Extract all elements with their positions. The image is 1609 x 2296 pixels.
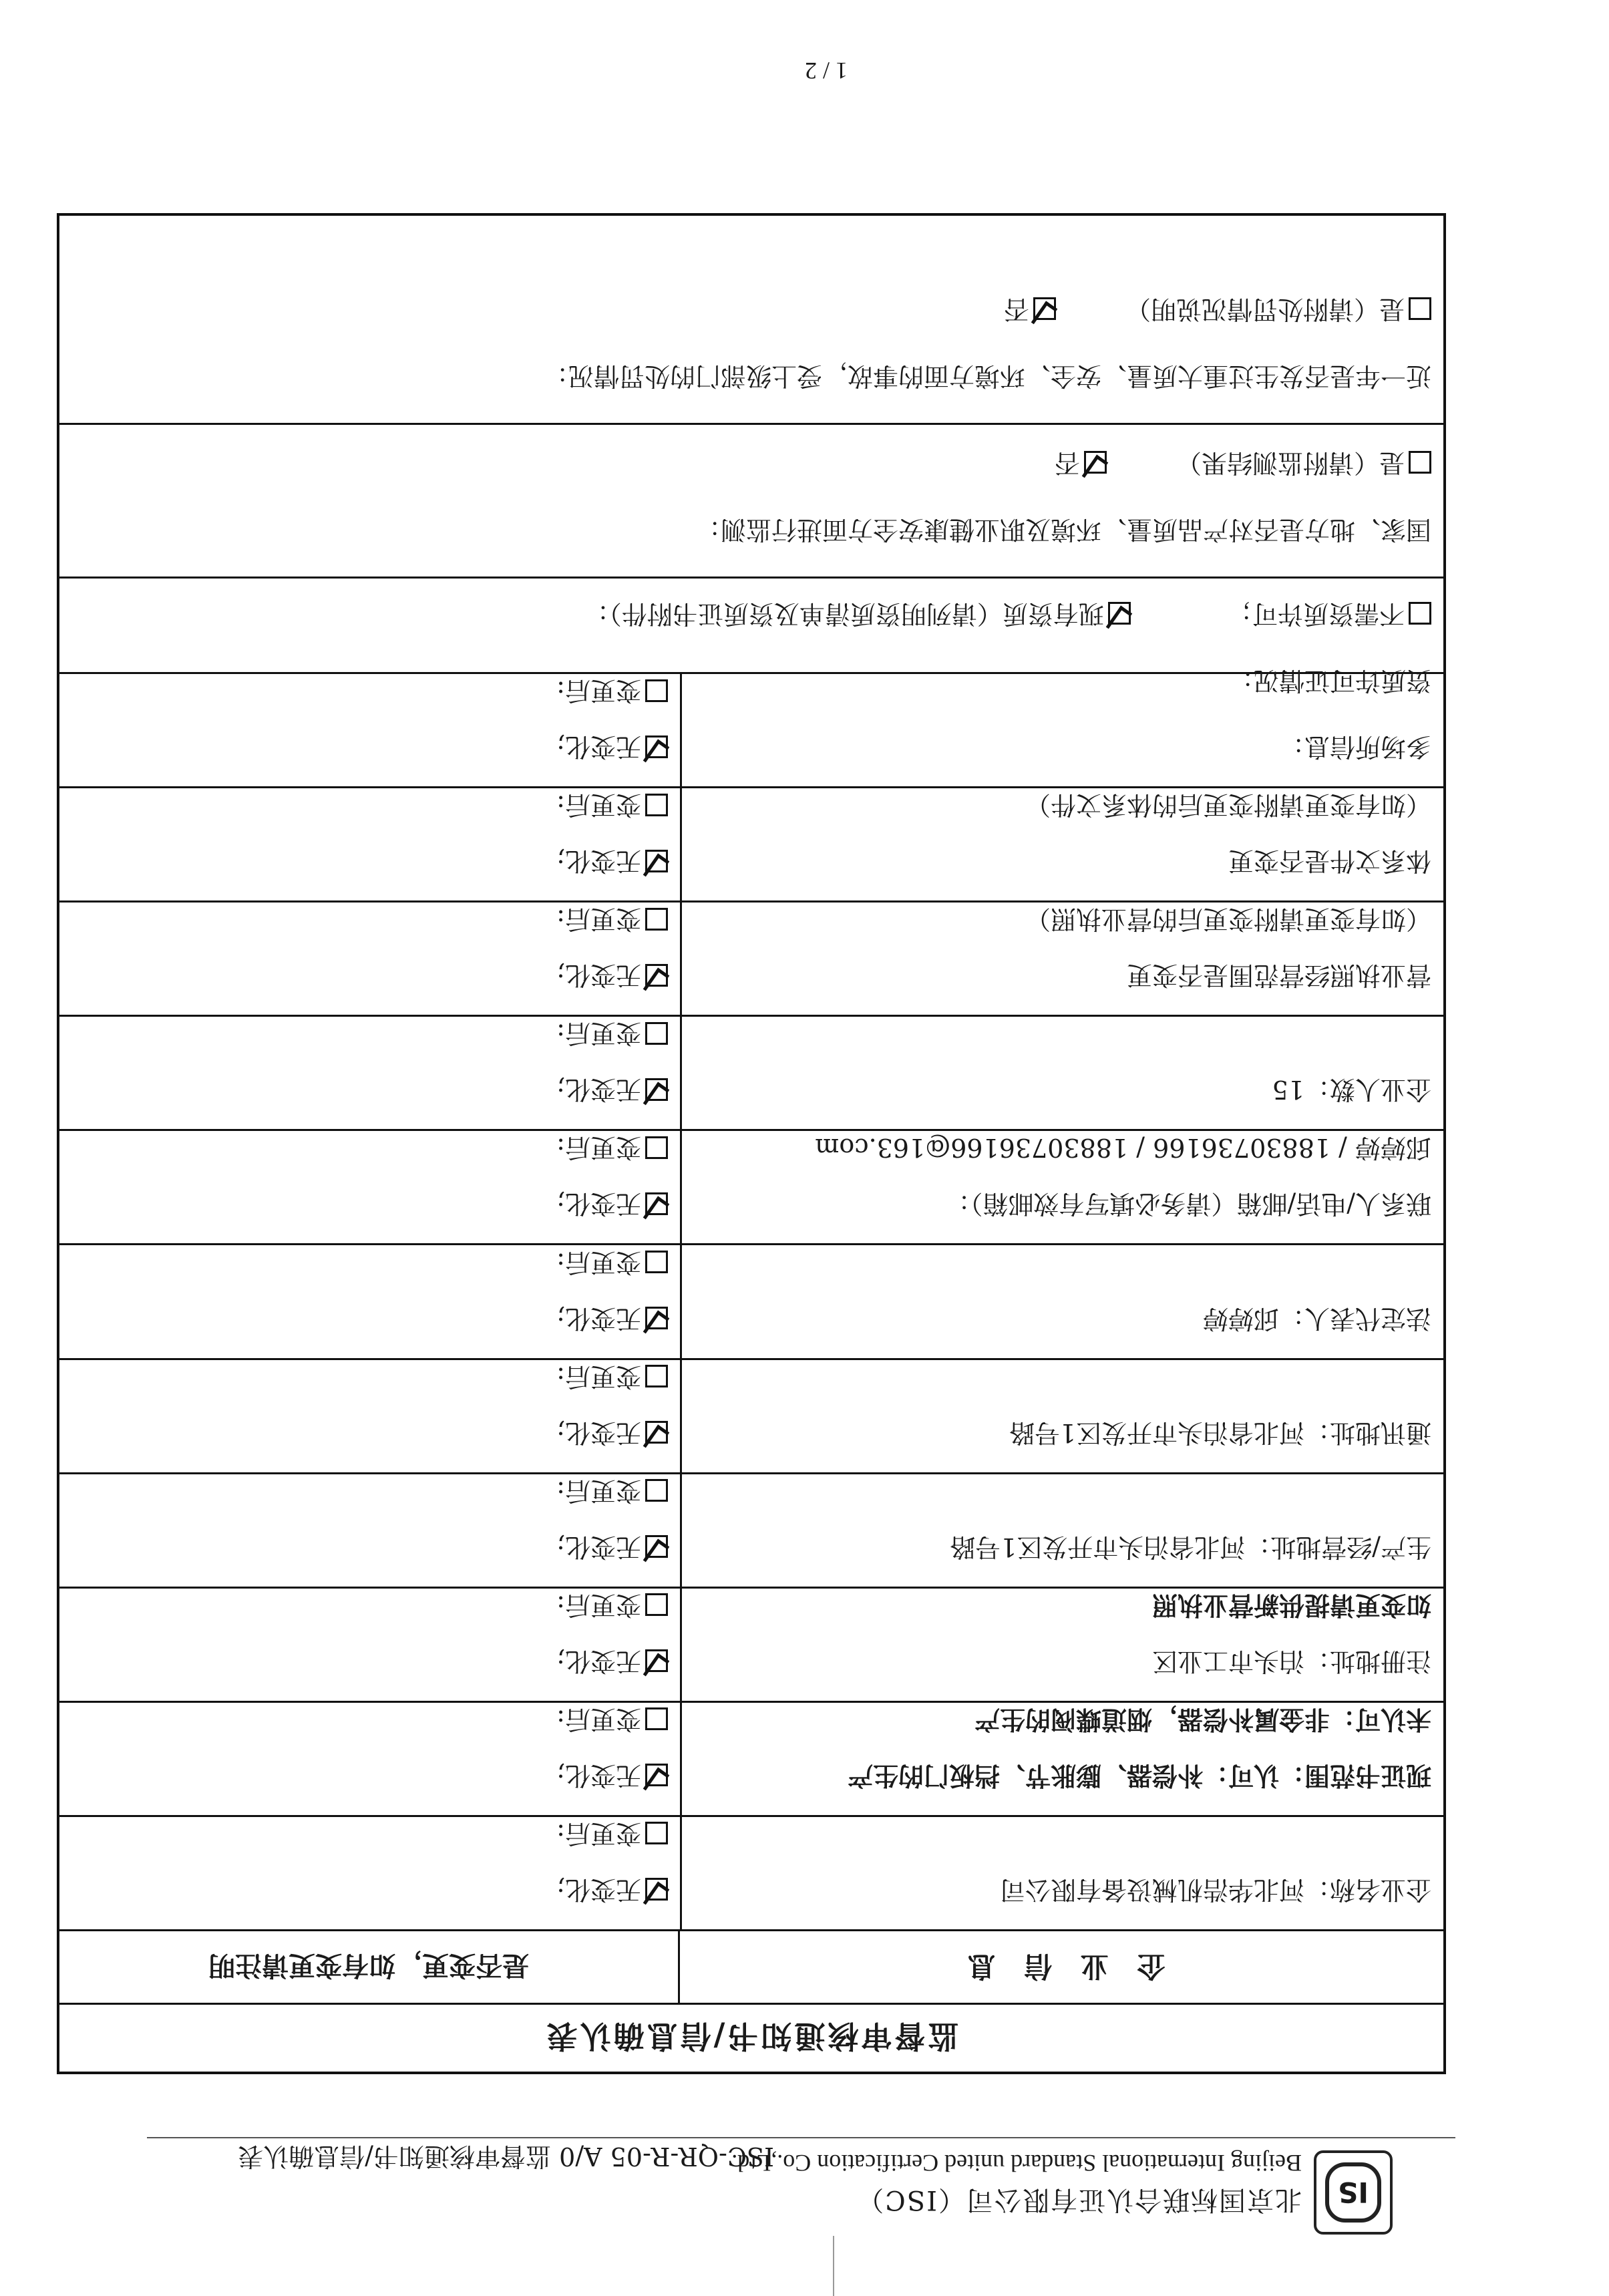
- qualification-section: [59, 577, 1443, 727]
- after-change-label: 变更后:: [556, 905, 641, 935]
- option-no-qualification: 不需资质许可；: [1226, 599, 1405, 629]
- change-cell: [59, 1703, 680, 1817]
- checkbox-no-change[interactable]: [645, 1192, 668, 1215]
- info-text: 未认可：非金属补偿器，烟道蝶阀的生产: [974, 1704, 1431, 1735]
- checkbox-changed[interactable]: [645, 1251, 668, 1273]
- column-header-company-info: 企 业 信 息: [678, 1931, 1443, 2005]
- info-text: 多场所信息：: [1278, 732, 1431, 762]
- info-text: （如有变更请附变更后的营业执照）: [1025, 905, 1431, 935]
- option-accident-no: 否: [1003, 295, 1029, 324]
- after-change-label: 变更后:: [556, 1361, 641, 1391]
- after-change-label: 变更后:: [556, 1590, 641, 1620]
- form-header-row: [59, 1929, 1443, 2005]
- info-row: [59, 786, 1443, 903]
- checkbox-no-change[interactable]: [645, 1078, 668, 1101]
- checkbox-changed[interactable]: [645, 1365, 668, 1387]
- after-change-label: 变更后:: [556, 1019, 641, 1049]
- checkbox-no-change[interactable]: [645, 964, 668, 987]
- info-row: [59, 1243, 1443, 1359]
- info-text: 企业人数：15: [1272, 1075, 1431, 1105]
- after-change-label: 变更后:: [556, 1133, 641, 1163]
- checkbox-no-change[interactable]: [645, 1649, 668, 1672]
- info-text: 体系文件是否变更: [1228, 846, 1431, 876]
- info-text: 如变更请提供新营业执照: [1151, 1590, 1431, 1621]
- checkbox-no-change[interactable]: [645, 850, 668, 872]
- isc-logo: IS: [1314, 2150, 1393, 2235]
- after-change-label: 变更后:: [556, 1819, 641, 1848]
- after-change-label: 变更后:: [556, 1476, 641, 1506]
- option-monitoring-yes: 是（请附监测结果）: [1176, 448, 1405, 478]
- checkbox-no-change[interactable]: [645, 1764, 668, 1786]
- no-change-label: 无变化;: [556, 1189, 641, 1219]
- after-change-label: 变更后:: [556, 1704, 641, 1734]
- checkbox-changed[interactable]: [645, 908, 668, 931]
- qualification-title: 资质许可证情况：: [1228, 666, 1431, 695]
- info-label: [680, 1474, 1443, 1589]
- no-change-label: 无变化;: [556, 732, 641, 762]
- no-change-label: 无变化;: [556, 1760, 641, 1790]
- change-cell: [59, 1817, 680, 1931]
- info-label: [680, 1131, 1443, 1245]
- info-text: 邱婷婷 / 18830736166 / 18830736166@163.com: [815, 1133, 1431, 1163]
- change-cell: [59, 1360, 680, 1474]
- info-label: [680, 903, 1443, 1017]
- change-cell: [59, 788, 680, 903]
- checkbox-no-change[interactable]: [645, 735, 668, 758]
- checkbox-monitoring-no[interactable]: [1084, 452, 1107, 474]
- no-change-label: 无变化;: [556, 961, 641, 991]
- info-label: [680, 1017, 1443, 1131]
- info-text: （如有变更请附变更后的体系文件）: [1025, 790, 1431, 820]
- header-divider: [147, 2137, 1455, 2138]
- info-row: [59, 1701, 1443, 1817]
- info-text: 营业执照经营范围是否变更: [1126, 961, 1431, 991]
- checkbox-has-qualification[interactable]: [1108, 603, 1131, 625]
- no-change-label: 无变化;: [556, 1875, 641, 1905]
- document-number: ISC-QR-R-05 A/0 监督审核通知书/信息确认表: [238, 2142, 774, 2171]
- change-cell: [59, 1245, 680, 1359]
- info-label: [680, 1703, 1443, 1817]
- info-label: [680, 1360, 1443, 1474]
- after-change-label: 变更后:: [556, 676, 641, 706]
- no-change-label: 无变化;: [556, 1532, 641, 1562]
- scan-artifact: [833, 2236, 834, 2296]
- no-change-label: 无变化;: [556, 1075, 641, 1105]
- checkbox-accident-no[interactable]: [1033, 298, 1056, 321]
- info-label: [680, 1817, 1443, 1931]
- checkbox-no-qualification[interactable]: [1409, 603, 1431, 625]
- no-change-label: 无变化;: [556, 1418, 641, 1448]
- checkbox-changed[interactable]: [645, 1707, 668, 1730]
- confirmation-form: [57, 213, 1446, 2074]
- after-change-label: 变更后:: [556, 1247, 641, 1277]
- info-label: [680, 788, 1443, 903]
- checkbox-monitoring-yes[interactable]: [1409, 452, 1431, 474]
- option-has-qualification: 现有资质（请列明资质清单及资质证书附件）：: [583, 599, 1104, 629]
- change-cell: [59, 1131, 680, 1245]
- checkbox-changed[interactable]: [645, 1593, 668, 1616]
- checkbox-changed[interactable]: [645, 794, 668, 816]
- checkbox-no-change[interactable]: [645, 1307, 668, 1329]
- no-change-label: 无变化;: [556, 846, 641, 876]
- checkbox-no-change[interactable]: [645, 1535, 668, 1558]
- checkbox-changed[interactable]: [645, 1822, 668, 1845]
- info-row: [59, 1472, 1443, 1589]
- info-row: [59, 900, 1443, 1017]
- info-text: 联系人/电话/邮箱（请务必填写有效邮箱）：: [944, 1189, 1431, 1219]
- form-title: 监督审核通知书/信息确认表: [59, 2003, 1443, 2072]
- info-text: 通讯地址：河北省泊头市开发区1号路: [1009, 1418, 1431, 1448]
- checkbox-no-change[interactable]: [645, 1421, 668, 1444]
- column-header-change: 是否变更，如有变更请注明: [208, 1950, 529, 1982]
- company-name-en: Beijing International Standard united Certification Co.,Ltd.: [731, 2150, 1302, 2176]
- monitoring-section: [59, 423, 1443, 577]
- info-text: 生产/经营地址：河北省泊头市开发区1号路: [950, 1532, 1431, 1562]
- option-monitoring-no: 否: [1054, 448, 1080, 478]
- change-cell: [59, 1017, 680, 1131]
- checkbox-no-change[interactable]: [645, 1878, 668, 1901]
- info-text: 法定代表人：邱婷婷: [1202, 1303, 1431, 1333]
- info-row: [59, 1129, 1443, 1245]
- accidents-section: [59, 213, 1443, 423]
- info-row: [59, 1587, 1443, 1703]
- info-text: 注册地址：泊头市工业区: [1151, 1646, 1431, 1676]
- info-text: 企业名称：河北华浩机械设备有限公司: [999, 1875, 1431, 1905]
- change-cell: [59, 1474, 680, 1589]
- checkbox-accident-yes[interactable]: [1409, 298, 1431, 321]
- change-cell: [59, 1589, 680, 1703]
- info-label: [680, 1589, 1443, 1703]
- after-change-label: 变更后:: [556, 790, 641, 820]
- accidents-question: 近一年是否发生过重大质量、安全、环境方面的事故，受上级部门的处罚情况：: [542, 361, 1431, 391]
- monitoring-question: 国家、地方是否对产品质量、环境及职业健康安全方面进行监测：: [695, 515, 1431, 544]
- change-cell: [59, 903, 680, 1017]
- no-change-label: 无变化;: [556, 1646, 641, 1676]
- checkbox-changed[interactable]: [645, 1479, 668, 1502]
- info-row: [59, 1358, 1443, 1474]
- company-name-cn: 北京国标联合认证有限公司（ISC）: [856, 2184, 1302, 2215]
- option-accident-yes: 是（请附处罚情况说明）: [1125, 295, 1405, 324]
- info-row: [59, 1015, 1443, 1131]
- checkbox-changed[interactable]: [645, 1136, 668, 1159]
- page-number: 1 / 2: [804, 57, 848, 84]
- info-text: 现证书范围：认可：补偿器、膨胀节、挡板门的生产: [847, 1760, 1431, 1791]
- info-label: [680, 1245, 1443, 1359]
- no-change-label: 无变化;: [556, 1303, 641, 1333]
- info-row: [59, 1815, 1443, 1931]
- checkbox-changed[interactable]: [645, 1022, 668, 1045]
